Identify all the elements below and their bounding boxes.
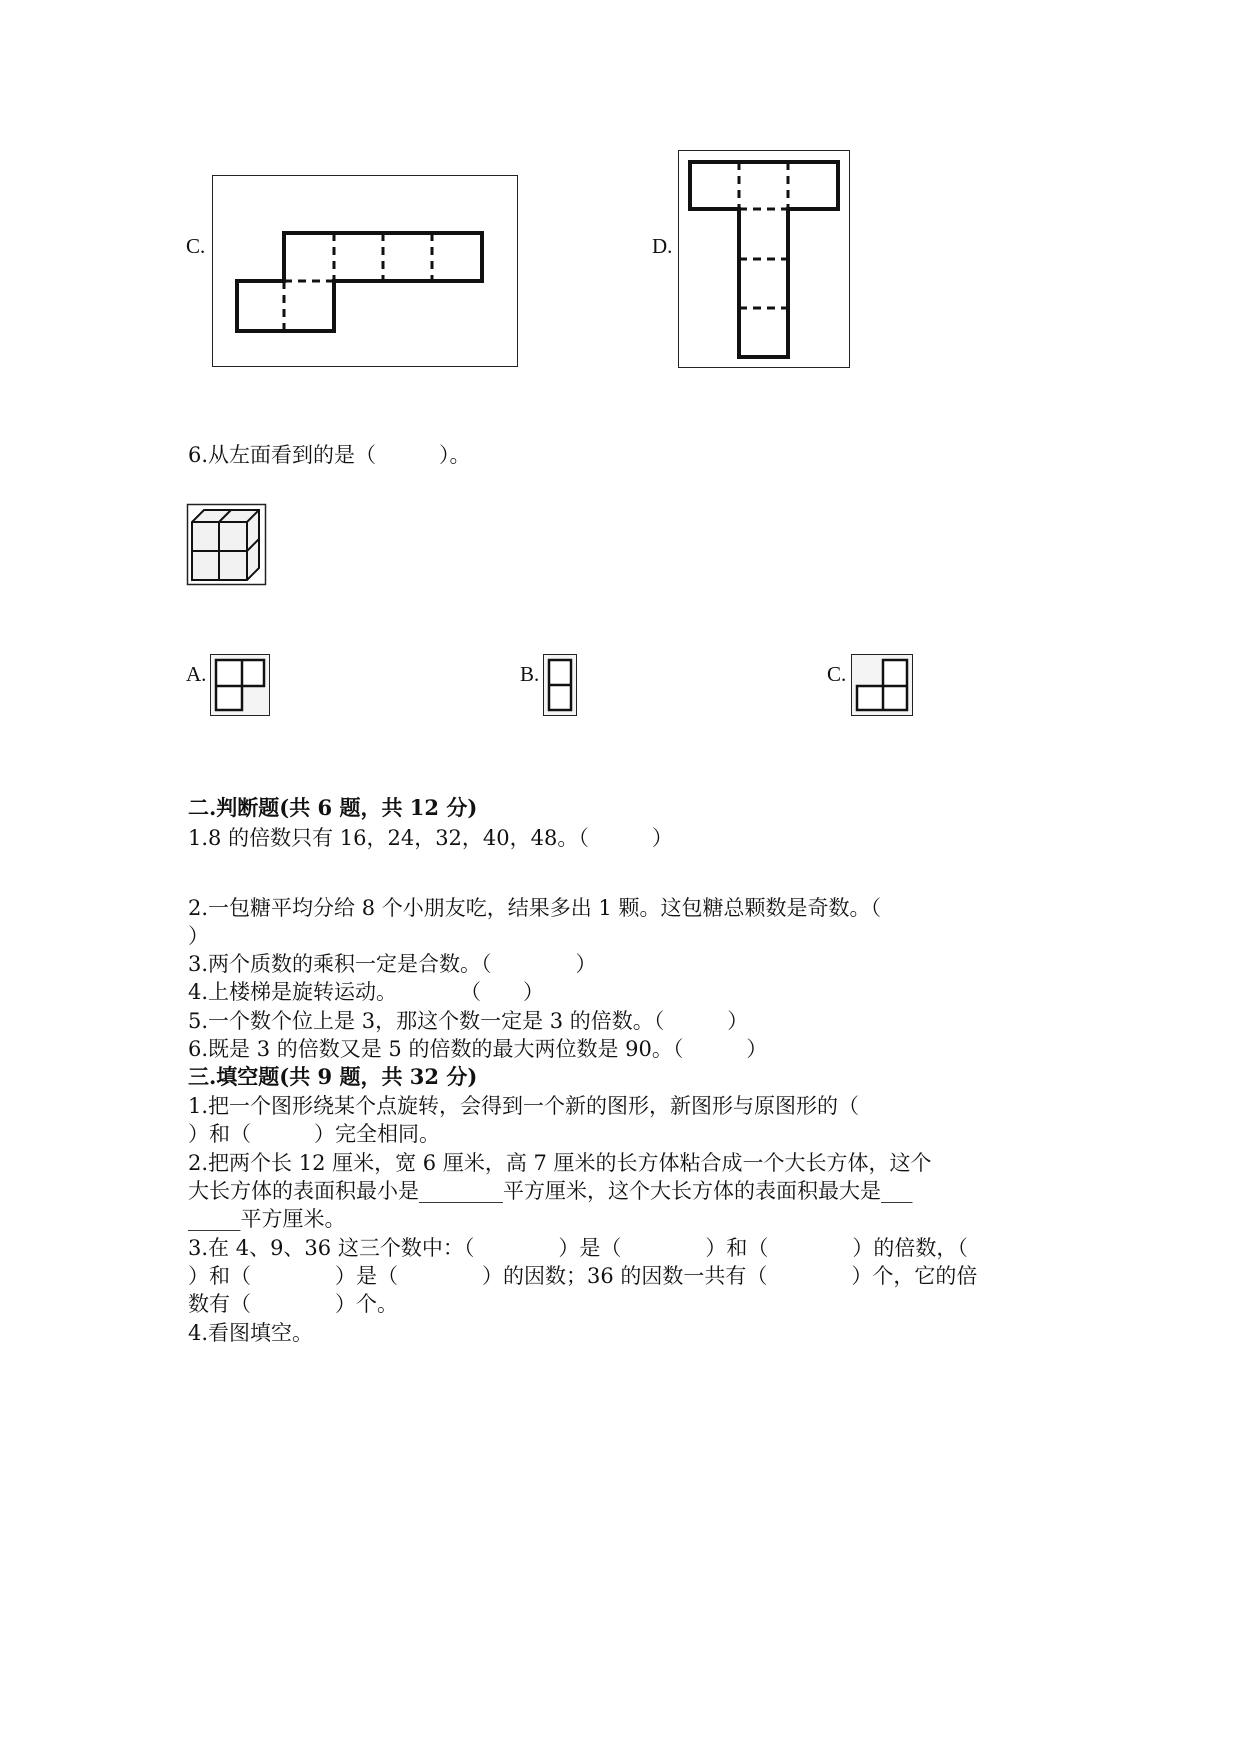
section2-q3: 3.两个质数的乘积一定是合数。（ ） bbox=[188, 952, 597, 976]
section2-q6: 6.既是 3 的倍数又是 5 的倍数的最大两位数是 90。（ ） bbox=[188, 1037, 768, 1061]
cube-stack-figure bbox=[187, 504, 267, 586]
section3-q4: 4.看图填空。 bbox=[188, 1321, 314, 1345]
section3-q2-line2: 大长方体的表面积最小是________平方厘米，这个大长方体的表面积最大是___ bbox=[188, 1179, 913, 1203]
section2-q4: 4.上楼梯是旋转运动。 （ ） bbox=[188, 980, 545, 1004]
q6-text: 6.从左面看到的是（ ）。 bbox=[188, 443, 471, 467]
section3-title: 三.填空题(共 9 题，共 32 分) bbox=[188, 1064, 478, 1089]
section3-q3-line3: 数有（ ）个。 bbox=[188, 1292, 398, 1316]
section3-q3-line1: 3.在 4、9、36 这三个数中：（ ）是（ ）和（ ）的倍数，（ bbox=[188, 1236, 968, 1260]
section3-q3-line2: ）和（ ）是（ ）的因数；36 的因数一共有（ ）个，它的倍 bbox=[188, 1264, 978, 1288]
section2-q1: 1.8 的倍数只有 16，24，32，40，48。（ ） bbox=[188, 826, 673, 850]
q6-option-a-label: A. bbox=[186, 662, 207, 686]
q6-option-b-label: B. bbox=[520, 662, 540, 686]
section2-title: 二.判断题(共 6 题，共 12 分) bbox=[188, 795, 478, 820]
section3-q1-line2: ）和（ ）完全相同。 bbox=[188, 1122, 440, 1146]
option-c-net-figure bbox=[212, 175, 518, 367]
section3-q2-line1: 2.把两个长 12 厘米，宽 6 厘米，高 7 厘米的长方体粘合成一个大长方体，这个 bbox=[188, 1151, 932, 1175]
section3-q1-line1: 1.把一个图形绕某个点旋转，会得到一个新的图形，新图形与原图形的（ bbox=[188, 1094, 860, 1118]
option-c-label: C. bbox=[186, 234, 206, 258]
option-d-label: D. bbox=[652, 234, 673, 258]
option-d-net-figure bbox=[678, 150, 850, 368]
section2-q2-line2: ） bbox=[188, 924, 209, 948]
q6-option-c-label: C. bbox=[827, 662, 847, 686]
section2-q2-line1: 2.一包糖平均分给 8 个小朋友吃，结果多出 1 颗。这包糖总颗数是奇数。（ bbox=[188, 896, 881, 920]
section2-q5: 5.一个数个位上是 3，那这个数一定是 3 的倍数。（ ） bbox=[188, 1009, 749, 1033]
q6-option-a-figure bbox=[210, 654, 270, 716]
q6-option-b-figure bbox=[543, 654, 577, 716]
section3-q2-line3: _____平方厘米。 bbox=[188, 1207, 346, 1231]
q6-option-c-figure bbox=[851, 654, 913, 716]
